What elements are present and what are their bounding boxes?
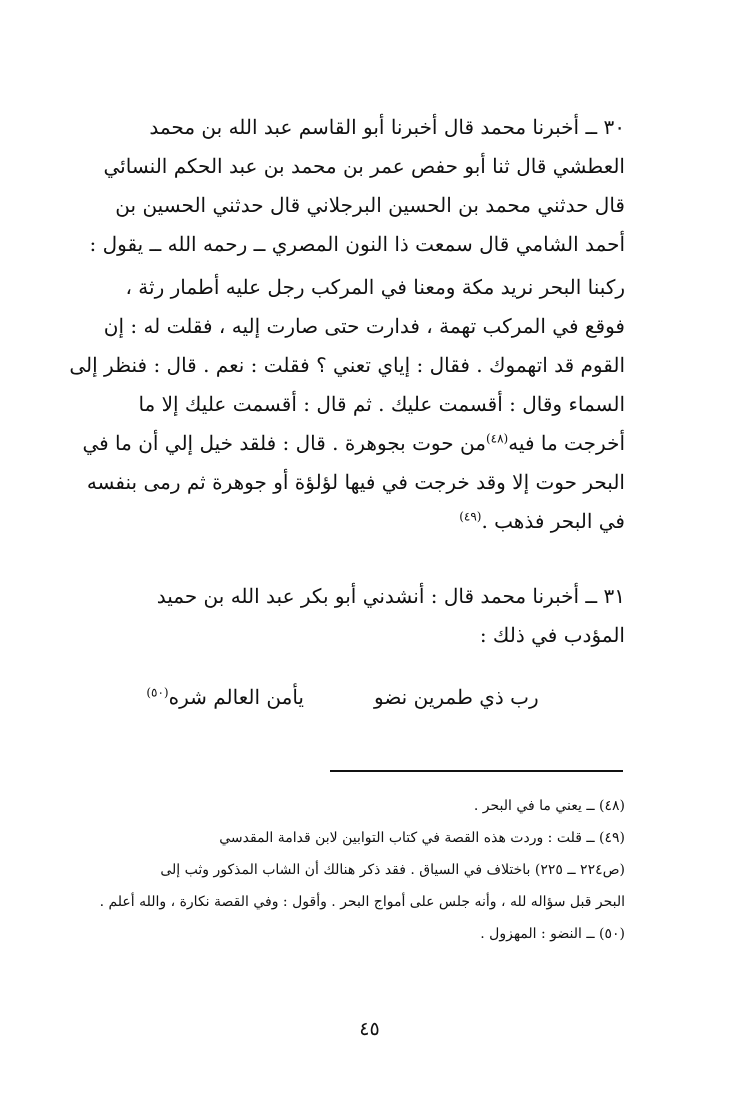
story-line-6: البحر حوت إلا وقد خرجت في فيها لؤلؤة أو جوهرة ثم رمى بنفسه	[86, 470, 625, 494]
paragraph-30-line-4: أحمد الشامي قال سمعت ذا النون المصري ــ رحمه الله ــ يقول :	[89, 232, 625, 256]
story-line-3: القوم قد اتهموك . فقال : إياي تعني ؟ فقلت : نعم . قال : فنظر إلى	[69, 353, 625, 377]
footnote-50: (٥٠) ــ النضو : المهزول .	[480, 926, 625, 942]
story-line-1: ركبنا البحر نريد مكة ومعنا في المركب رجل عليه أطمار رثة ،	[125, 275, 625, 299]
footnote-48: (٤٨) ــ يعني ما في البحر .	[473, 798, 625, 814]
story-line-7: في البحر فذهب .	[481, 509, 625, 533]
paragraph-30-line-2: العطشي قال ثنا أبو حفص عمر بن محمد بن عبد الحكم النسائي	[103, 154, 625, 178]
paragraph-30-line-3: قال حدثني محمد بن الحسين البرجلاني قال حدثني الحسين بن	[115, 193, 625, 217]
footnote-49-line-1: (٤٩) ــ قلت : وردت هذه القصة في كتاب التوابين لابن قدامة المقدسي	[219, 830, 625, 846]
story-line-5-end: من حوت بجوهرة . قال : فلقد خيل إلي أن ما في	[82, 431, 486, 455]
page-number: ٤٥	[359, 1018, 380, 1040]
poetry-verse	[60, 677, 625, 717]
footnote-ref-48: (٤٨)	[485, 431, 509, 446]
footnote-ref-49: (٤٩)	[459, 509, 482, 524]
story-line-4: السماء وقال : أقسمت عليك . ثم قال : أقسمت عليك إلا ما	[138, 392, 625, 416]
story-line-2: فوقع في المركب تهمة ، فدارت حتى صارت إليه ، فقلت له : إن	[103, 314, 625, 338]
story-line-5-start: أخرجت ما فيه	[508, 431, 625, 455]
footnote-49-line-3: البحر قبل سؤاله لله ، وأنه جلس على أمواج البحر . وأقول : وفي القصة نكارة ، والله أعلم .	[99, 894, 625, 910]
paragraph-31-line-2: المؤدب في ذلك :	[479, 623, 625, 647]
verse-first-hemistich: رب ذي طمرين نضو	[374, 685, 539, 709]
verse-second-hemistich	[146, 677, 304, 717]
footnote-49-line-2: (ص٢٢٤ ــ ٢٢٥) باختلاف في السياق . فقد ذكر هنالك أن الشاب المذكور وثب إلى	[160, 862, 625, 878]
footnotes	[60, 790, 625, 950]
footnote-ref-50: (٥٠)	[146, 685, 169, 700]
verse-second-hemistich-text: يأمن العالم شره	[168, 685, 304, 709]
paragraph-31-line-1: ٣١ ــ أخبرنا محمد قال : أنشدني أبو بكر عبد الله بن حميد	[156, 584, 625, 608]
paragraph-31	[60, 577, 625, 655]
footnote-divider	[330, 770, 623, 772]
paragraph-30	[60, 108, 625, 264]
main-text	[60, 108, 625, 717]
paragraph-30-line-1: ٣٠ ــ أخبرنا محمد قال أخبرنا أبو القاسم عبد الله بن محمد	[149, 115, 625, 139]
story-paragraph	[60, 268, 625, 541]
